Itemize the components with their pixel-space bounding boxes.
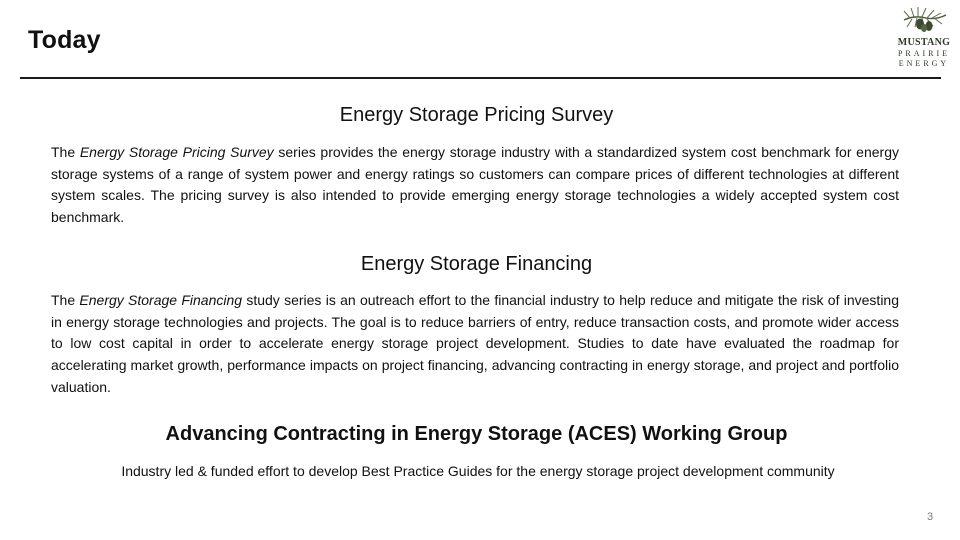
logo-line-energy: ENERGY (898, 59, 950, 68)
pricing-survey-body (51, 142, 899, 229)
pricing-survey-body-emphasis: Energy Storage Pricing Survey (79, 144, 274, 160)
aces-body: Industry led & funded effort to develop Best Practice Guides for the energy storage project development community (121, 463, 835, 479)
aces-heading: Advancing Contracting in Energy Storage (ACES) Working Group (165, 423, 788, 445)
pricing-survey-body-prefix: The (51, 144, 80, 160)
financing-heading: Energy Storage Financing (360, 253, 593, 275)
pricing-survey-body-text: series provides the energy storage industry with a standardized system cost benchmark for energy storage systems of a range of system power and energy ratings so customers can compare prices of different technologies at different system scales. The pricing survey is also intended to provide emerging energy storage technologies a widely accepted system cost benchmark. (51, 144, 899, 226)
title-divider (20, 77, 941, 79)
page-number: 3 (927, 511, 934, 523)
pricing-survey-heading: Energy Storage Pricing Survey (339, 104, 614, 126)
logo-line-prairie: PRAIRIE (897, 49, 951, 58)
pine-branch-icon (896, 6, 952, 36)
financing-body (51, 290, 899, 399)
financing-body-prefix: The (51, 292, 80, 308)
financing-body-emphasis: Energy Storage Financing (79, 292, 243, 308)
slide-title: Today (28, 26, 101, 54)
financing-body-text: study series is an outreach effort to the financial industry to help reduce and mitigate the risk of investing in energy storage technologies and projects. The goal is to reduce barriers of entry, reduce transaction costs, and promote wider access to low cost capital in order to accelerate energy storage project development. Studies to date have evaluated the roadmap for accelerating market growth, performance impacts on project financing, advancing contracting in energy storage, and project and portfolio valuation. (51, 292, 900, 395)
logo-line-mustang: MUSTANG (897, 37, 951, 48)
company-logo (888, 6, 960, 70)
